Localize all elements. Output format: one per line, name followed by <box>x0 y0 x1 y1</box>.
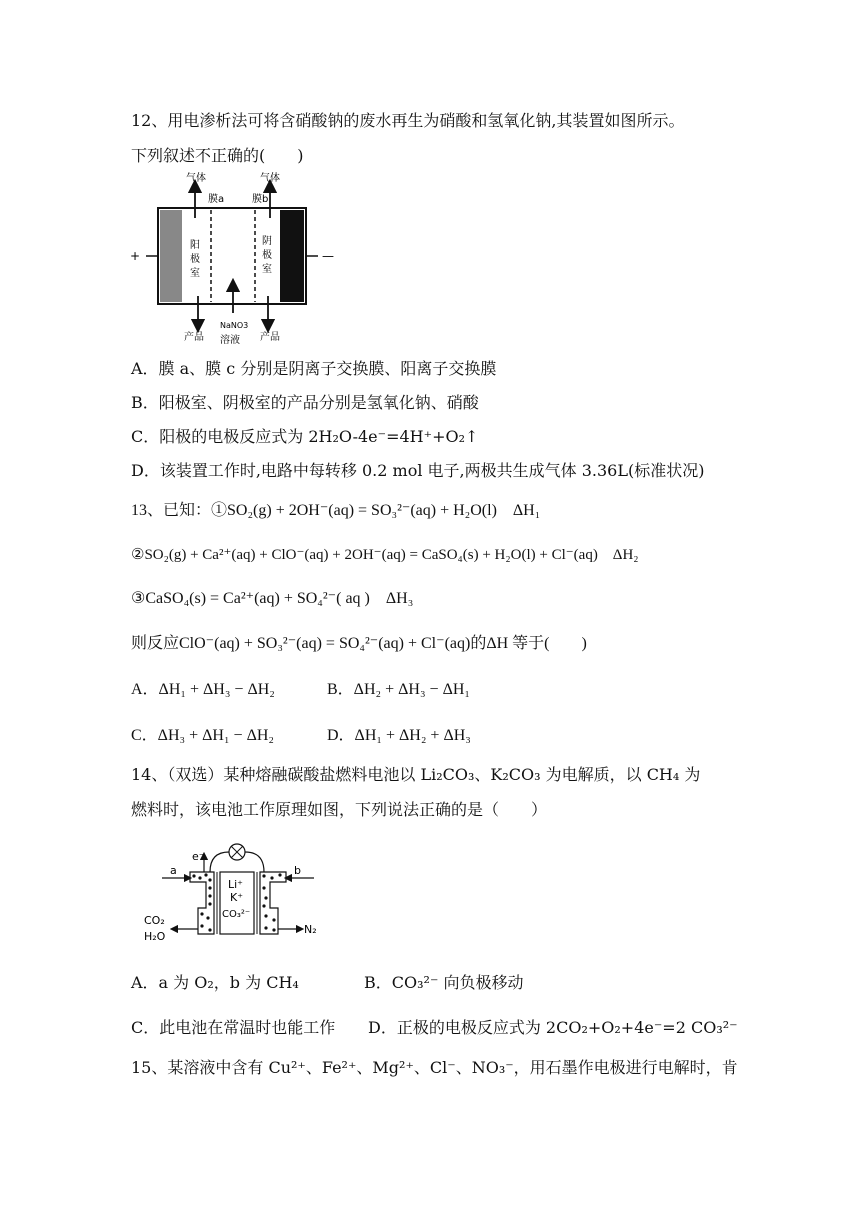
cathode-channel <box>260 872 286 934</box>
cathode-char-1: 阴 <box>262 236 272 247</box>
q15-stem-line1: 15、某溶液中含有 Cu²⁺、Fe²⁺、Mg²⁺、Cl⁻、NO₃⁻，用石墨作电极进行电解时，肯 <box>131 1058 738 1077</box>
circuit-wire-left <box>210 852 229 872</box>
q13-line3: ③CaSO₄(s) = Ca²⁺(aq) + SO₄²⁻( aq ) ΔH₃ <box>131 590 414 607</box>
cathode-char-2: 极 <box>262 250 272 261</box>
anode-char-3: 室 <box>190 268 200 279</box>
q12-option-c: C．阳极的电极反应式为 2H₂O-4e⁻=4H⁺+O₂↑ <box>131 427 479 446</box>
electron-label: e⁻ <box>192 850 205 863</box>
ion-li: Li⁺ <box>228 878 243 891</box>
electrodialysis-diagram <box>128 168 343 350</box>
q14-option-d: D．正极的电极反应式为 2CO₂+O₂+4e⁻=2 CO₃²⁻ <box>368 1018 738 1037</box>
anode-plate <box>160 210 182 302</box>
inlet-b-label: b <box>294 864 301 877</box>
product-left-label: 产品 <box>184 332 204 343</box>
minus-sign: — <box>322 249 334 263</box>
q13-option-d: D．ΔH₁ + ΔH₂ + ΔH₃ <box>327 727 471 744</box>
q12-option-d: D．该装置工作时,电路中每转移 0.2 mol 电子,两极共生成气体 3.36L(标准状况) <box>131 461 705 480</box>
outlet-left-label-2: H₂O <box>144 930 166 943</box>
inlet-a-label: a <box>170 864 177 877</box>
q12-option-b: B．阳极室、阴极室的产品分别是氢氧化钠、硝酸 <box>131 393 479 412</box>
q14-option-a: A．a 为 O₂，b 为 CH₄ <box>131 973 299 992</box>
q13-line4: 则反应ClO⁻(aq) + SO₃²⁻(aq) = SO₄²⁻(aq) + Cl⁻(aq)的ΔH 等于( ) <box>131 635 587 652</box>
q14-option-b: B．CO₃²⁻ 向负极移动 <box>364 973 524 992</box>
anode-char-1: 阳 <box>190 240 200 251</box>
q12-stem-line2: 下列叙述不正确的( ) <box>131 146 304 165</box>
q14-stem-line1: 14、（双选）某种熔融碳酸盐燃料电池以 Li₂CO₃、K₂CO₃ 为电解质，以 CH₄ 为 <box>131 765 701 784</box>
ion-co3: CO₃²⁻ <box>222 909 251 920</box>
membrane-a-label: 膜a <box>208 194 225 205</box>
q14-option-c: C．此电池在常温时也能工作 <box>131 1018 336 1037</box>
q13-line2: ②SO₂(g) + Ca²⁺(aq) + ClO⁻(aq) + 2OH⁻(aq) = CaSO₄(s) + H₂O(l) + Cl⁻(aq) ΔH₂ <box>131 547 639 563</box>
product-right-label: 产品 <box>260 332 280 343</box>
membrane-b-label: 膜b <box>252 194 269 205</box>
plus-sign: + <box>130 249 141 263</box>
q13-option-c: C．ΔH₃ + ΔH₁ − ΔH₂ <box>131 727 274 744</box>
cathode-char-3: 室 <box>262 264 272 275</box>
outlet-right-label: N₂ <box>304 923 317 936</box>
gas-right-label: 气体 <box>260 173 280 184</box>
q14-stem-line2: 燃料时，该电池工作原理如图，下列说法正确的是（ ） <box>131 800 548 819</box>
cathode-plate <box>280 210 304 302</box>
outlet-left-label-1: CO₂ <box>144 914 165 927</box>
feed-label-2: 溶液 <box>220 335 240 346</box>
feed-label-1: NaNO3 <box>220 321 249 330</box>
q13-option-a: A．ΔH₁ + ΔH₃ − ΔH₂ <box>131 681 275 698</box>
ion-k: K⁺ <box>230 891 244 904</box>
gas-left-label: 气体 <box>186 173 206 184</box>
q12-option-a: A．膜 a、膜 c 分别是阴离子交换膜、阳离子交换膜 <box>131 359 497 378</box>
q12-stem-line1: 12、用电渗析法可将含硝酸钠的废水再生为硝酸和氢氧化钠,其装置如图所示。 <box>131 111 685 130</box>
fuel-cell-diagram <box>140 838 320 950</box>
q13-option-b: B．ΔH₂ + ΔH₃ − ΔH₁ <box>327 681 470 698</box>
anode-char-2: 极 <box>190 254 200 265</box>
q13-line1: 13、已知：①SO₂(g) + 2OH⁻(aq) = SO₃²⁻(aq) + H₂O(l) ΔH₁ <box>131 502 541 519</box>
circuit-wire-right <box>245 852 264 872</box>
